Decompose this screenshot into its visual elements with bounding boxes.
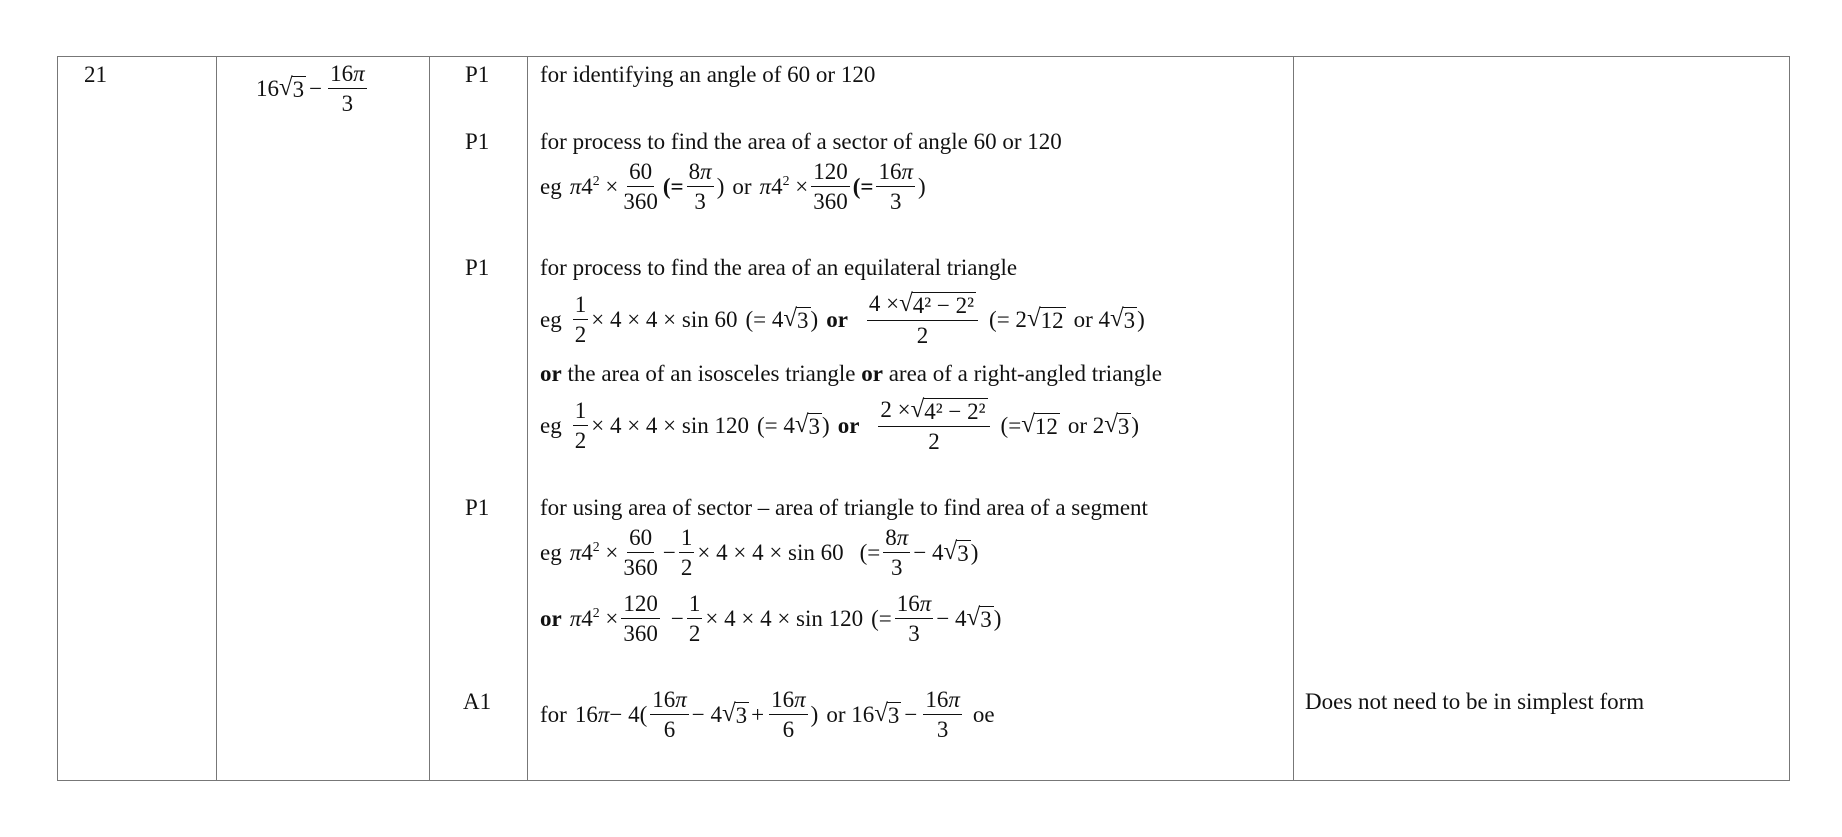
comment-text: Does not need to be in simplest form	[1305, 689, 1645, 714]
math-line-sector: eg π $4^2$ × $\frac{60}{360}$ (= $\frac{8\pi}{3}$ ) or π $4^2$ × $\frac{120}{360}$ (= $\frac{16\pi}{3}$ )	[540, 159, 926, 214]
mark-code: A1	[463, 689, 492, 714]
guidance-text-alt: or the area of an isosceles triangle or area of a right-angled triangle	[540, 361, 1163, 386]
mark-code: P1	[465, 495, 490, 520]
guidance-text: for process to find the area of an equilateral triangle	[540, 255, 1018, 280]
math-line-equilateral: eg $\frac{1}{2}$ × 4 × 4 × sin 60 (= 4 √ 3 ) or 4 × √ 4² − 2² 2 (= 2 √ 12 or 4 √ 3 )	[540, 290, 1145, 348]
mark-code: P1	[465, 129, 490, 154]
column-divider	[216, 57, 217, 780]
math-line-segment-120: or π $4^2$ × $\frac{120}{360}$ − $\frac{1}{2}$ × 4 × 4 × sin 120 (= $\frac{16\pi}{3}$ − 4 √ 3 )	[540, 591, 1002, 646]
math-line-final: for 16 π − 4( $\frac{16\pi}{6}$ − 4 √ 3 + $\frac{16\pi}{6}$ ) or 16 √ 3 − $\frac{16\pi}{3}$ oe	[540, 687, 995, 742]
answer-expression: 16 √ 3 − $\frac{16\pi}{3}$	[256, 61, 365, 116]
column-divider	[1293, 57, 1294, 780]
question-number: 21	[84, 62, 107, 87]
guidance-text: for using area of sector – area of triangle to find area of a segment	[540, 495, 1148, 520]
guidance-text: for identifying an angle of 60 or 120	[540, 62, 876, 87]
mark-code: P1	[465, 255, 490, 280]
math-line-isosceles: eg $\frac{1}{2}$ × 4 × 4 × sin 120 (= 4 √ 3 ) or 2 × √ 4² − 2² 2 (= √ 12 or 2 √ 3 )	[540, 396, 1140, 454]
column-divider	[527, 57, 528, 780]
mark-code: P1	[465, 62, 490, 87]
math-line-segment-60: eg π $4^2$ × $\frac{60}{360}$ − $\frac{1}{2}$ × 4 × 4 × sin 60 (= $\frac{8\pi}{3}$ − 4 √ 3 )	[540, 525, 979, 580]
column-divider	[429, 57, 430, 780]
guidance-text: for process to find the area of a sector of angle 60 or 120	[540, 129, 1062, 154]
